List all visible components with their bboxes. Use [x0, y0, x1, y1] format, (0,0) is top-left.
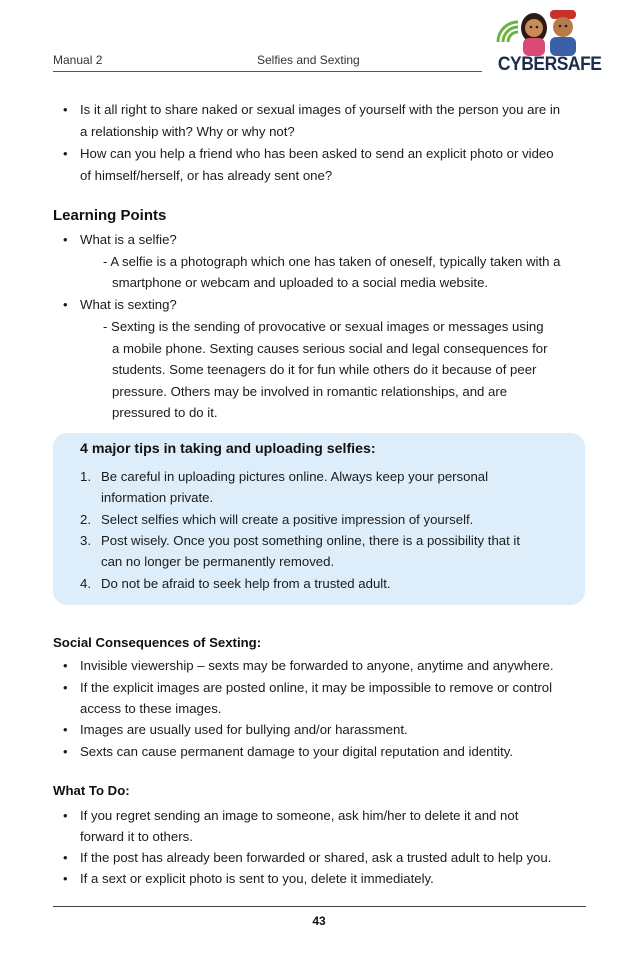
- bullet-icon: •: [63, 744, 68, 759]
- answer-selfie-line2: smartphone or webcam and uploaded to a social media website.: [112, 275, 489, 290]
- bullet-icon: •: [63, 871, 68, 886]
- intro-bullet-1-line2: a relationship with? Why or why not?: [80, 124, 295, 139]
- tip-1-line1: Be careful in uploading pictures online. Always keep your personal: [101, 469, 489, 484]
- social-item-2-line1: If the explicit images are posted online, it may be impossible to remove or control: [80, 680, 553, 695]
- chapter-title: Selfies and Sexting: [257, 53, 360, 67]
- kids-illustration-icon: [494, 6, 590, 56]
- tip-number: 2.: [80, 512, 91, 527]
- bullet-icon: •: [63, 232, 68, 247]
- social-item-2-line2: access to these images.: [80, 701, 222, 716]
- question-sexting: What is sexting?: [80, 297, 177, 312]
- social-item-3: Images are usually used for bullying and/or harassment.: [80, 722, 408, 737]
- tip-1-line2: information private.: [101, 490, 214, 505]
- answer-sexting-line2: a mobile phone. Sexting causes serious social and legal consequences for: [112, 341, 548, 356]
- page-number: 43: [312, 914, 326, 928]
- page-header: [0, 0, 638, 80]
- social-item-1: Invisible viewership – sexts may be forwarded to anyone, anytime and anywhere.: [80, 658, 554, 673]
- bullet-icon: •: [63, 297, 68, 312]
- tip-3-line1: Post wisely. Once you post something online, there is a possibility that it: [101, 533, 521, 548]
- todo-item-2: If the post has already been forwarded or shared, ask a trusted adult to help you.: [80, 850, 552, 865]
- cybersafe-logo: [494, 6, 602, 76]
- answer-selfie-line1: - A selfie is a photograph which one has taken of oneself, typically taken with a: [103, 254, 561, 269]
- bullet-icon: •: [63, 722, 68, 737]
- tip-4-line1: Do not be afraid to seek help from a trusted adult.: [101, 576, 391, 591]
- logo-wordmark: CYBERSAFE: [497, 54, 602, 75]
- answer-sexting-line3: students. Some teenagers do it for fun while others do it because of peer: [112, 362, 537, 377]
- todo-item-3: If a sext or explicit photo is sent to you, delete it immediately.: [80, 871, 434, 886]
- answer-sexting-line4: pressure. Others may be involved in romantic relationships, and are: [112, 384, 508, 399]
- learning-points-heading: Learning Points: [53, 207, 167, 224]
- manual-label: Manual 2: [53, 53, 103, 67]
- tip-number: 4.: [80, 576, 91, 591]
- tips-heading: 4 major tips in taking and uploading selfies:: [80, 441, 376, 457]
- intro-bullet-1-line1: Is it all right to share naked or sexual images of yourself with the person you are in: [80, 102, 561, 117]
- answer-sexting-line5: pressured to do it.: [112, 405, 218, 420]
- social-consequences-heading: Social Consequences of Sexting:: [53, 635, 262, 650]
- bullet-icon: •: [63, 146, 68, 161]
- bullet-icon: •: [63, 102, 68, 117]
- social-item-4: Sexts can cause permanent damage to your digital reputation and identity.: [80, 744, 514, 759]
- todo-item-1-line2: forward it to others.: [80, 829, 193, 844]
- bullet-icon: •: [63, 850, 68, 865]
- question-selfie: What is a selfie?: [80, 232, 177, 247]
- tip-number: 3.: [80, 533, 91, 548]
- tip-2-line1: Select selfies which will create a positive impression of yourself.: [101, 512, 474, 527]
- footer-rule: [53, 906, 586, 907]
- tip-number: 1.: [80, 469, 91, 484]
- bullet-icon: •: [63, 680, 68, 695]
- bullet-icon: •: [63, 808, 68, 823]
- intro-bullet-2-line2: of himself/herself, or has already sent one?: [80, 168, 333, 183]
- intro-bullet-2-line1: How can you help a friend who has been asked to send an explicit photo or video: [80, 146, 554, 161]
- what-to-do-heading: What To Do:: [53, 783, 130, 798]
- answer-sexting-line1: - Sexting is the sending of provocative or sexual images or messages using: [103, 319, 544, 334]
- tip-3-line2: can no longer be permanently removed.: [101, 554, 335, 569]
- header-rule: [53, 71, 482, 72]
- bullet-icon: •: [63, 658, 68, 673]
- todo-item-1-line1: If you regret sending an image to someone, ask him/her to delete it and not: [80, 808, 519, 823]
